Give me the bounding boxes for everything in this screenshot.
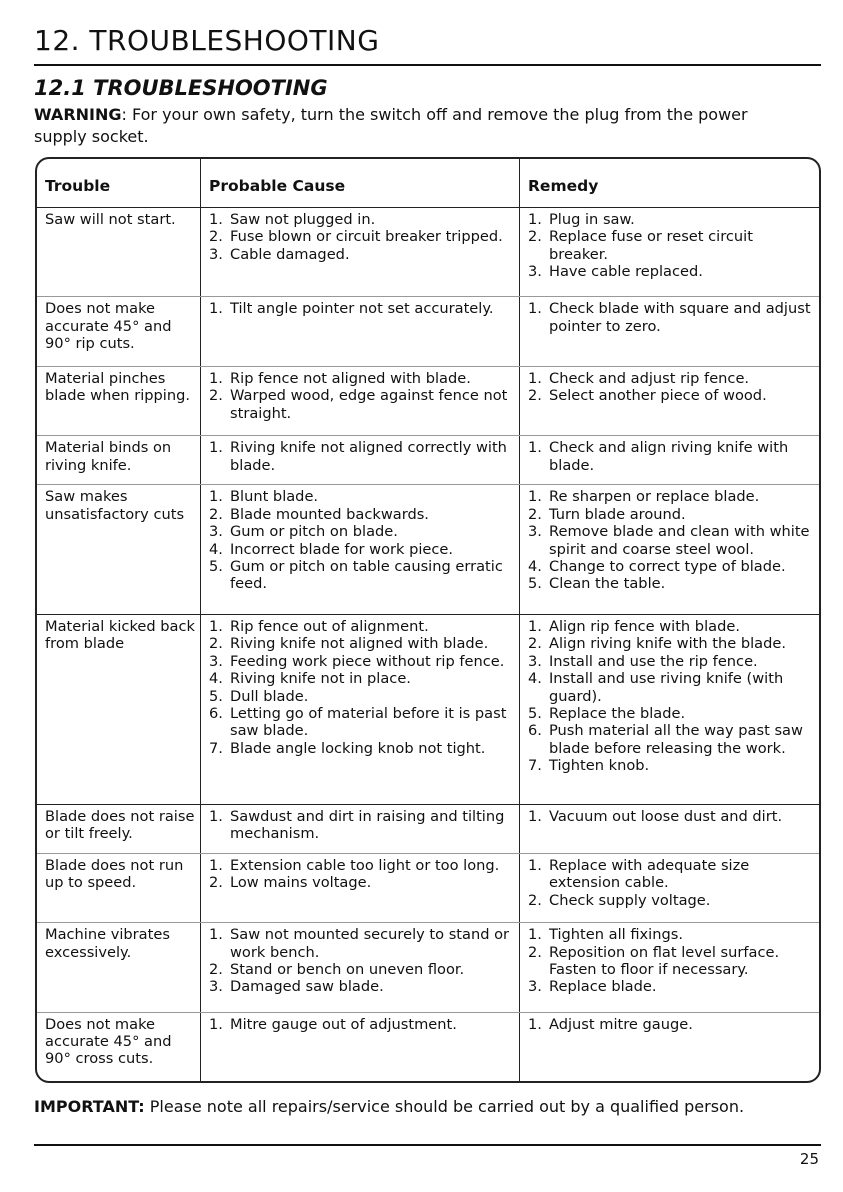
cause-item: Saw not plugged in. bbox=[230, 211, 376, 228]
remedy-item: Select another piece of wood. bbox=[549, 387, 767, 405]
remedy-list bbox=[528, 370, 815, 405]
cause-item: Feeding work piece without rip fence. bbox=[230, 652, 505, 670]
remedy-item: Replace the blade. bbox=[549, 704, 686, 722]
cause-list bbox=[209, 439, 515, 474]
table-row bbox=[37, 1012, 819, 1081]
table-row bbox=[37, 923, 819, 1012]
remedy-item: Change to correct type of blade. bbox=[549, 558, 786, 576]
warning-label: WARNING bbox=[34, 105, 122, 124]
cause-list bbox=[209, 211, 515, 263]
remedy-cell bbox=[520, 923, 820, 1012]
cause-item: Low mains voltage. bbox=[230, 874, 372, 892]
cause-cell bbox=[201, 1012, 520, 1081]
cause-item: Dull blade. bbox=[230, 687, 309, 705]
remedy-item: Tighten knob. bbox=[549, 757, 650, 775]
table-row bbox=[37, 436, 819, 485]
cause-item: Stand or bench on uneven floor. bbox=[230, 961, 465, 979]
remedy-item: Check and align riving knife with blade. bbox=[549, 439, 789, 474]
remedy-list bbox=[528, 439, 815, 474]
column-header-remedy: Remedy bbox=[528, 177, 599, 195]
trouble-cell: Material binds on riving knife. bbox=[37, 436, 201, 485]
page-title: 12. TROUBLESHOOTING bbox=[34, 24, 380, 57]
remedy-list bbox=[528, 926, 815, 996]
cause-item: Riving knife not in place. bbox=[230, 670, 411, 688]
cause-cell bbox=[201, 804, 520, 853]
cause-item: Extension cable too light or too long. bbox=[230, 856, 500, 874]
remedy-list bbox=[528, 857, 815, 909]
cause-cell bbox=[201, 923, 520, 1012]
trouble-cell: Does not make accurate 45° and 90° cross cuts. bbox=[37, 1012, 201, 1081]
remedy-item: Install and use riving knife (with guard). bbox=[549, 670, 784, 705]
trouble-cell: Material pinches blade when ripping. bbox=[37, 366, 201, 435]
remedy-item: Turn blade around. bbox=[549, 505, 686, 523]
remedy-item: Align riving knife with the blade. bbox=[549, 635, 786, 653]
trouble-cell: Does not make accurate 45° and 90° rip cuts. bbox=[37, 297, 201, 366]
table-row bbox=[37, 297, 819, 366]
important-label: IMPORTANT: bbox=[34, 1097, 145, 1116]
remedy-list bbox=[528, 1016, 815, 1033]
title-divider bbox=[34, 64, 821, 66]
remedy-cell bbox=[520, 614, 820, 804]
cause-item: Warped wood, edge against fence not straight. bbox=[230, 387, 508, 422]
remedy-cell bbox=[520, 485, 820, 615]
trouble-cell: Saw will not start. bbox=[37, 208, 201, 297]
cause-item: Cable damaged. bbox=[230, 245, 350, 263]
cause-item: Gum or pitch on table causing erratic feed. bbox=[230, 558, 503, 593]
remedy-item: Align rip fence with blade. bbox=[549, 617, 740, 635]
column-header-trouble: Trouble bbox=[37, 159, 201, 208]
remedy-list bbox=[528, 618, 815, 775]
trouble-cell: Machine vibrates excessively. bbox=[37, 923, 201, 1012]
remedy-item: Vacuum out loose dust and dirt. bbox=[549, 807, 783, 825]
cause-item: Rip fence out of alignment. bbox=[230, 617, 429, 635]
table-header-row bbox=[37, 159, 819, 208]
remedy-item: Replace with adequate size extension cable. bbox=[549, 856, 750, 892]
footer-divider bbox=[34, 1144, 821, 1146]
remedy-item: Plug in saw. bbox=[549, 211, 635, 228]
trouble-cell: Saw makes unsatisfactory cuts bbox=[37, 485, 201, 615]
cause-cell bbox=[201, 208, 520, 297]
remedy-item: Adjust mitre gauge. bbox=[549, 1015, 693, 1033]
cause-list bbox=[209, 300, 515, 317]
cause-item: Mitre gauge out of adjustment. bbox=[230, 1015, 457, 1033]
cause-item: Riving knife not aligned correctly with blade. bbox=[230, 439, 507, 474]
cause-cell bbox=[201, 436, 520, 485]
section-title: 12.1 TROUBLESHOOTING bbox=[34, 76, 328, 100]
cause-list bbox=[209, 618, 515, 757]
warning-text: : For your own safety, turn the switch off and remove the plug from the power supply socket. bbox=[34, 105, 748, 146]
remedy-list bbox=[528, 300, 815, 335]
cause-item: Blade mounted backwards. bbox=[230, 505, 429, 523]
cause-item: Blade angle locking knob not tight. bbox=[230, 739, 486, 757]
remedy-item: Re sharpen or replace blade. bbox=[549, 488, 760, 506]
remedy-list bbox=[528, 211, 815, 281]
remedy-item: Have cable replaced. bbox=[549, 263, 703, 281]
cause-cell bbox=[201, 297, 520, 366]
cause-item: Saw not mounted securely to stand or work bench. bbox=[230, 926, 510, 961]
remedy-item: Check and adjust rip fence. bbox=[549, 369, 750, 387]
table-row bbox=[37, 853, 819, 922]
remedy-cell bbox=[520, 366, 820, 435]
remedy-cell bbox=[520, 853, 820, 922]
cause-item: Sawdust and dirt in raising and tilting mechanism. bbox=[230, 807, 505, 842]
cause-item: Incorrect blade for work piece. bbox=[230, 540, 454, 558]
page-number: 25 bbox=[799, 1150, 819, 1168]
cause-cell bbox=[201, 485, 520, 615]
cause-list bbox=[209, 1016, 515, 1033]
cause-list bbox=[209, 370, 515, 422]
remedy-cell bbox=[520, 436, 820, 485]
cause-item: Rip fence not aligned with blade. bbox=[230, 369, 471, 387]
cause-item: Damaged saw blade. bbox=[230, 978, 384, 996]
remedy-item: Reposition on flat level surface. Fasten to floor if necessary. bbox=[549, 943, 780, 979]
remedy-item: Replace fuse or reset circuit breaker. bbox=[549, 228, 753, 263]
cause-list bbox=[209, 808, 515, 843]
important-notice bbox=[34, 1097, 744, 1116]
important-text: Please note all repairs/service should be carried out by a qualified person. bbox=[144, 1097, 745, 1116]
cause-list bbox=[209, 488, 515, 592]
remedy-list bbox=[528, 808, 815, 825]
remedy-item: Check blade with square and adjust pointer to zero. bbox=[549, 300, 811, 335]
cause-cell bbox=[201, 614, 520, 804]
cause-item: Gum or pitch on blade. bbox=[230, 523, 398, 541]
remedy-cell bbox=[520, 208, 820, 297]
remedy-item: Clean the table. bbox=[549, 575, 666, 593]
column-header-probable-cause: Probable Cause bbox=[201, 159, 520, 208]
cause-cell bbox=[201, 853, 520, 922]
trouble-cell: Blade does not run up to speed. bbox=[37, 853, 201, 922]
cause-item: Tilt angle pointer not set accurately. bbox=[230, 300, 494, 318]
trouble-cell: Material kicked back from blade bbox=[37, 614, 201, 804]
cause-list bbox=[209, 857, 515, 892]
remedy-item: Push material all the way past saw blade before releasing the work. bbox=[549, 722, 803, 757]
cause-cell bbox=[201, 366, 520, 435]
remedy-item: Install and use the rip fence. bbox=[549, 652, 758, 670]
remedy-item: Tighten all fixings. bbox=[549, 926, 683, 944]
table-row bbox=[37, 366, 819, 435]
table-row bbox=[37, 614, 819, 804]
table-row bbox=[37, 804, 819, 853]
remedy-cell bbox=[520, 297, 820, 366]
remedy-item: Replace blade. bbox=[549, 978, 657, 996]
remedy-item: Check supply voltage. bbox=[549, 891, 711, 909]
cause-item: Fuse blown or circuit breaker tripped. bbox=[230, 228, 503, 246]
remedy-cell bbox=[520, 1012, 820, 1081]
cause-item: Letting go of material before it is past saw blade. bbox=[230, 704, 507, 740]
remedy-list bbox=[528, 488, 815, 592]
troubleshooting-table bbox=[35, 157, 821, 1083]
trouble-cell: Blade does not raise or tilt freely. bbox=[37, 804, 201, 853]
remedy-item: Remove blade and clean with white spirit and coarse steel wool. bbox=[549, 523, 810, 558]
cause-item: Riving knife not aligned with blade. bbox=[230, 635, 489, 653]
table-row bbox=[37, 208, 819, 297]
warning-notice bbox=[34, 104, 804, 148]
cause-item: Blunt blade. bbox=[230, 488, 319, 506]
cause-list bbox=[209, 926, 515, 996]
remedy-cell bbox=[520, 804, 820, 853]
table-row bbox=[37, 485, 819, 615]
table-body bbox=[37, 208, 819, 1082]
